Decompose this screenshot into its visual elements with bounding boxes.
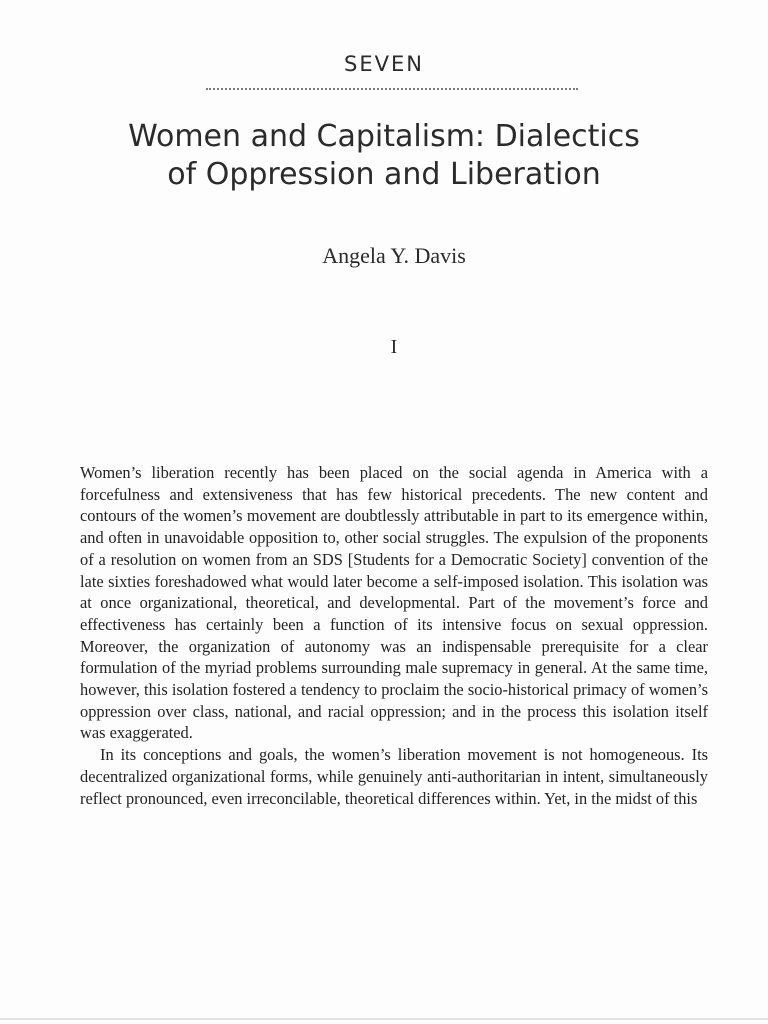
paragraph-1: Women’s liberation recently has been placed on the social agenda in America with a forcefulness and extensiveness that has few historical precedents. The new content and contours of the women’s movement are doubtlessly attributable in part to its emergence within, and often in unavoidable opposition to, other social struggles. The expulsion of the proponents of a resolution on women from an SDS [Students for a Democratic Society] convention of the late sixties foreshadowed what would later become a self-imposed isolation. This isolation was at once organizational, theoretical, and developmental. Part of the movement’s force and effectiveness has certainly been a function of its intensive focus on sexual oppression. Moreover, the organization of autonomy was an indispensable prerequisite for a clear formulation of the myriad problems surrounding male supremacy in general. At the same time, however, this isolation fostered a tendency to proclaim the socio-historical primacy of women’s oppression over class, national, and racial oppression; and in the process this isolation itself was exaggerated.: [80, 463, 708, 743]
chapter-number: SEVEN: [344, 52, 424, 76]
chapter-title: [60, 118, 708, 194]
section-numeral: I: [390, 336, 398, 358]
body-text: [80, 462, 708, 809]
author-name: Angela Y. Davis: [322, 243, 466, 268]
dotted-divider: [206, 88, 578, 90]
paragraph-2: In its conceptions and goals, the women’s liberation movement is not homogeneous. Its decentralized organizational forms, while genuinely anti-authoritarian in intent, simultaneously reflect pronounced, even irreconcilable, theoretical differences within. Yet, in the midst of this: [80, 745, 708, 808]
chapter-title-line-2: of Oppression and Liberation: [167, 157, 601, 192]
page-bottom-edge: [0, 1018, 768, 1020]
chapter-title-line-1: Women and Capitalism: Dialectics: [128, 119, 640, 154]
